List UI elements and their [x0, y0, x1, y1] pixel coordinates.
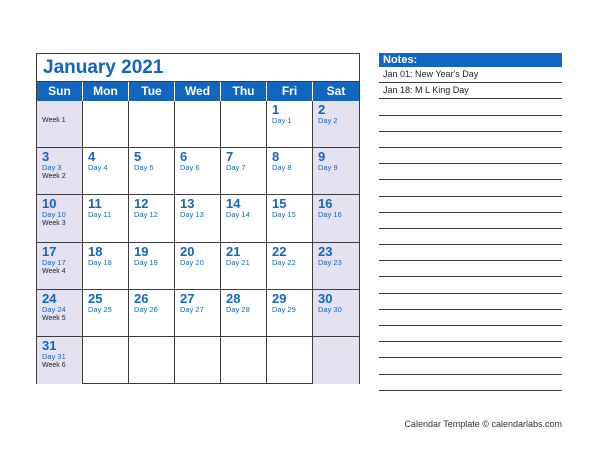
notes-header: Notes: [379, 53, 562, 67]
day-cell [175, 148, 221, 195]
day-of-year: Day 25 [88, 304, 112, 314]
week-label: Week 3 [42, 220, 66, 228]
day-number: 18 [88, 243, 103, 259]
note-line[interactable] [379, 245, 562, 261]
note-line[interactable] [379, 358, 562, 374]
day-cell [267, 337, 313, 384]
week-label: Week 1 [42, 117, 66, 124]
day-cell [267, 195, 313, 242]
day-number: 11 [88, 196, 102, 212]
day-number: 20 [180, 243, 195, 259]
day-cell [129, 290, 175, 337]
day-of-year: Day 30 [318, 304, 342, 314]
day-cell [313, 290, 359, 337]
weekday-mon: Mon [83, 82, 129, 101]
day-cell [175, 195, 221, 242]
day-cell [175, 101, 221, 148]
day-cell [83, 148, 129, 195]
day-cell [129, 243, 175, 290]
day-number: 31 [42, 337, 57, 353]
day-of-year: Day 16 [318, 210, 342, 220]
day-number: 21 [226, 243, 241, 259]
note-line[interactable] [379, 197, 562, 213]
day-cell [37, 195, 83, 242]
day-number: 13 [180, 196, 195, 212]
weekday-header [37, 82, 359, 101]
day-of-year: Day 8 [272, 163, 292, 173]
day-number: 10 [42, 196, 57, 212]
day-cell [83, 337, 129, 384]
day-of-year: Day 3 [42, 163, 62, 173]
day-cell [37, 337, 83, 384]
day-number: 12 [134, 196, 149, 212]
day-number: 25 [88, 290, 103, 306]
day-cell [313, 243, 359, 290]
weekday-fri: Fri [267, 82, 313, 101]
calendar [36, 53, 360, 384]
day-cell [313, 101, 359, 148]
calendar-grid [37, 101, 359, 384]
day-number: 1 [272, 102, 280, 117]
day-cell [129, 195, 175, 242]
day-number: 15 [272, 196, 287, 212]
note-line[interactable] [379, 261, 562, 277]
day-cell [221, 290, 267, 337]
day-of-year: Day 11 [88, 210, 112, 220]
day-of-year: Day 29 [272, 304, 296, 314]
day-cell [37, 148, 83, 195]
day-number: 5 [134, 149, 142, 165]
week-label: Week 2 [42, 173, 66, 181]
day-number: 7 [226, 149, 234, 165]
day-cell [313, 195, 359, 242]
day-of-year: Day 1 [272, 116, 292, 125]
day-of-year: Day 21 [226, 257, 250, 267]
weekday-thu: Thu [221, 82, 267, 101]
day-of-year: Day 7 [226, 163, 246, 173]
day-cell [175, 290, 221, 337]
day-of-year: Day 12 [134, 210, 158, 220]
day-cell [313, 337, 359, 384]
note-line[interactable] [379, 99, 562, 115]
day-cell [37, 290, 83, 337]
week-label: Week 6 [42, 361, 66, 369]
day-of-year: Day 20 [180, 257, 204, 267]
day-of-year: Day 26 [134, 304, 158, 314]
note-line[interactable] [379, 294, 562, 310]
day-of-year: Day 15 [272, 210, 296, 220]
note-line[interactable] [379, 229, 562, 245]
day-number: 6 [180, 149, 188, 165]
day-cell [175, 243, 221, 290]
weekday-sat: Sat [326, 84, 346, 98]
day-cell [37, 243, 83, 290]
day-cell [267, 243, 313, 290]
day-cell [267, 290, 313, 337]
day-cell [221, 243, 267, 290]
week-label: Week 4 [42, 267, 66, 275]
note-line[interactable] [379, 213, 562, 229]
day-cell [83, 243, 129, 290]
day-of-year: Day 4 [88, 163, 108, 173]
day-of-year: Day 17 [42, 257, 66, 267]
day-cell [83, 195, 129, 242]
day-number: 4 [88, 149, 96, 165]
notes-lines [379, 67, 562, 391]
day-number: 2 [318, 102, 326, 117]
day-number: 24 [42, 290, 57, 306]
day-of-year: Day 23 [318, 257, 342, 267]
day-of-year: Day 24 [42, 304, 66, 314]
day-cell [37, 101, 83, 148]
day-number: 28 [226, 290, 241, 306]
day-number: 29 [272, 290, 287, 306]
note-line[interactable] [379, 310, 562, 326]
notes-panel [379, 53, 562, 391]
day-number: 17 [42, 243, 57, 259]
day-number: 9 [318, 149, 326, 165]
day-cell [175, 337, 221, 384]
weekday-tue: Tue [129, 82, 175, 101]
day-cell [267, 101, 313, 148]
note-line[interactable] [379, 277, 562, 293]
day-number: 3 [42, 149, 50, 165]
day-number: 22 [272, 243, 287, 259]
note-line[interactable]: Jan 18: M L King Day [379, 83, 562, 99]
note-line[interactable] [379, 164, 562, 180]
note-line[interactable] [379, 326, 562, 342]
day-of-year: Day 10 [42, 210, 66, 220]
note-line[interactable] [379, 342, 562, 358]
day-of-year: Day 31 [42, 351, 66, 361]
day-of-year: Day 2 [318, 116, 338, 125]
day-number: 27 [180, 290, 195, 306]
weekday-wed: Wed [175, 82, 221, 101]
day-cell [83, 290, 129, 337]
day-number: 23 [318, 243, 333, 259]
day-of-year: Day 13 [180, 210, 204, 220]
day-cell [83, 101, 129, 148]
day-of-year: Day 22 [272, 257, 296, 267]
note-line[interactable] [379, 180, 562, 196]
day-of-year: Day 19 [134, 257, 158, 267]
day-of-year: Day 27 [180, 304, 204, 314]
day-of-year: Day 28 [226, 304, 250, 314]
day-of-year: Day 6 [180, 163, 200, 173]
day-of-year: Day 5 [134, 163, 154, 173]
note-line[interactable] [379, 132, 562, 148]
day-of-year: Day 14 [226, 210, 250, 220]
day-cell [221, 101, 267, 148]
day-of-year: Day 18 [88, 257, 112, 267]
day-number: 26 [134, 290, 149, 306]
day-number: 30 [318, 290, 333, 306]
day-number: 8 [272, 149, 280, 165]
day-cell [267, 148, 313, 195]
day-cell [129, 148, 175, 195]
day-of-year: Day 9 [318, 163, 338, 173]
day-cell [313, 148, 359, 195]
day-cell [221, 195, 267, 242]
day-cell [129, 101, 175, 148]
note-line[interactable] [379, 375, 562, 391]
day-number: 14 [226, 196, 241, 212]
calendar-title: January 2021 [37, 54, 359, 82]
day-number: 16 [318, 196, 333, 212]
footer-credit: Calendar Template © calendarlabs.com [404, 419, 562, 429]
day-cell [221, 337, 267, 384]
note-line[interactable] [379, 116, 562, 132]
weekday-sun: Sun [37, 82, 83, 101]
week-label: Week 5 [42, 314, 66, 322]
note-line[interactable]: Jan 01: New Year's Day [379, 67, 562, 83]
note-line[interactable] [379, 148, 562, 164]
day-cell [129, 337, 175, 384]
day-number: 19 [134, 243, 149, 259]
day-cell [221, 148, 267, 195]
